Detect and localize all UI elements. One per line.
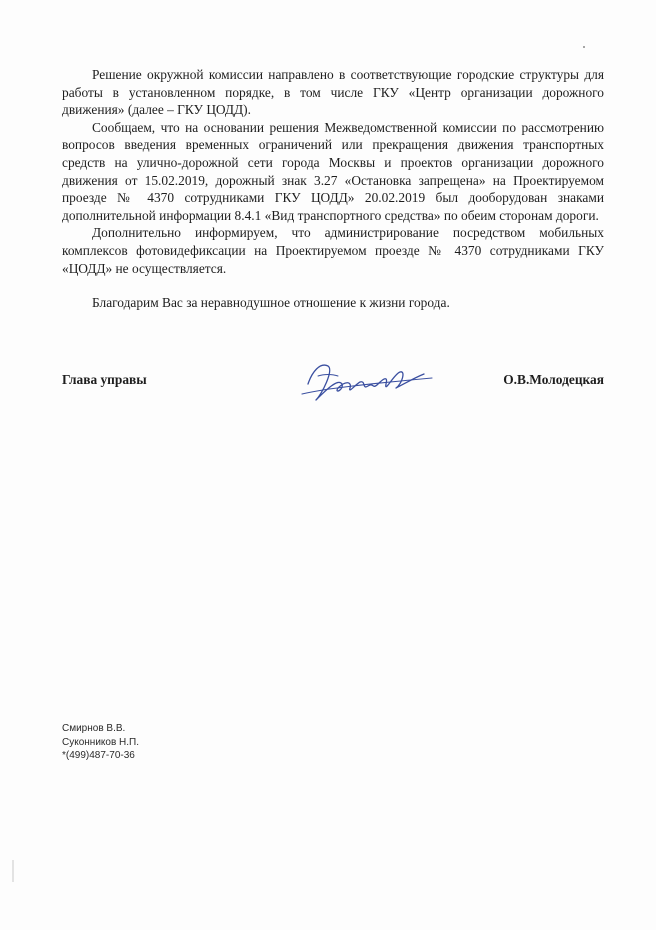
- executor-name-1: Смирнов В.В.: [62, 723, 126, 734]
- executor-name-2: Суконников Н.П.: [62, 736, 140, 748]
- letter-body: [62, 66, 604, 312]
- executors-block: [62, 722, 139, 763]
- signer-name: О.В.Молодецкая: [503, 372, 604, 387]
- paragraph-gratitude: Благодарим Вас за неравнодушное отношение к жизни города.: [92, 295, 450, 311]
- paragraph-photo-fixation: Дополнительно информируем, что администрирование посредством мобильных комплексов фотовидефиксации на Проектируемом проезде № 4370 сотрудниками ГКУ «ЦОДД» не осуществляется.: [62, 225, 604, 276]
- paragraph-road-sign-info: Сообщаем, что на основании решения Межведомственной комиссии по рассмотрению вопросов введения временных ограничений или прекращения движения транспортных средств на улично-дорожной сети города Москвы и проектов организации дорожного движения от 15.02.2019, дорожный знак 3.27 «Остановка запрещена» на Проектируемом проезде № 4370 сотрудниками ГКУ ЦОДД» 20.02.2019 был дооборудован знаками дополнительной информации 8.4.1 «Вид транспортного средства» по обеим сторонам дороги.: [62, 119, 604, 223]
- position-title: Глава управы: [62, 372, 147, 387]
- executor-phone: *(499)487-70-36: [62, 750, 135, 761]
- signature-row: [62, 368, 604, 408]
- scan-speck: [583, 46, 585, 48]
- handwritten-signature: [298, 354, 438, 410]
- paragraph-commission-decision: Решение окружной комиссии направлено в соответствующие городские структуры для работы в установленном порядке, в том числе ГКУ «Центр организации дорожного движения» (далее – ГКУ ЦОДД).: [62, 67, 604, 118]
- scan-edge-mark: [12, 860, 14, 882]
